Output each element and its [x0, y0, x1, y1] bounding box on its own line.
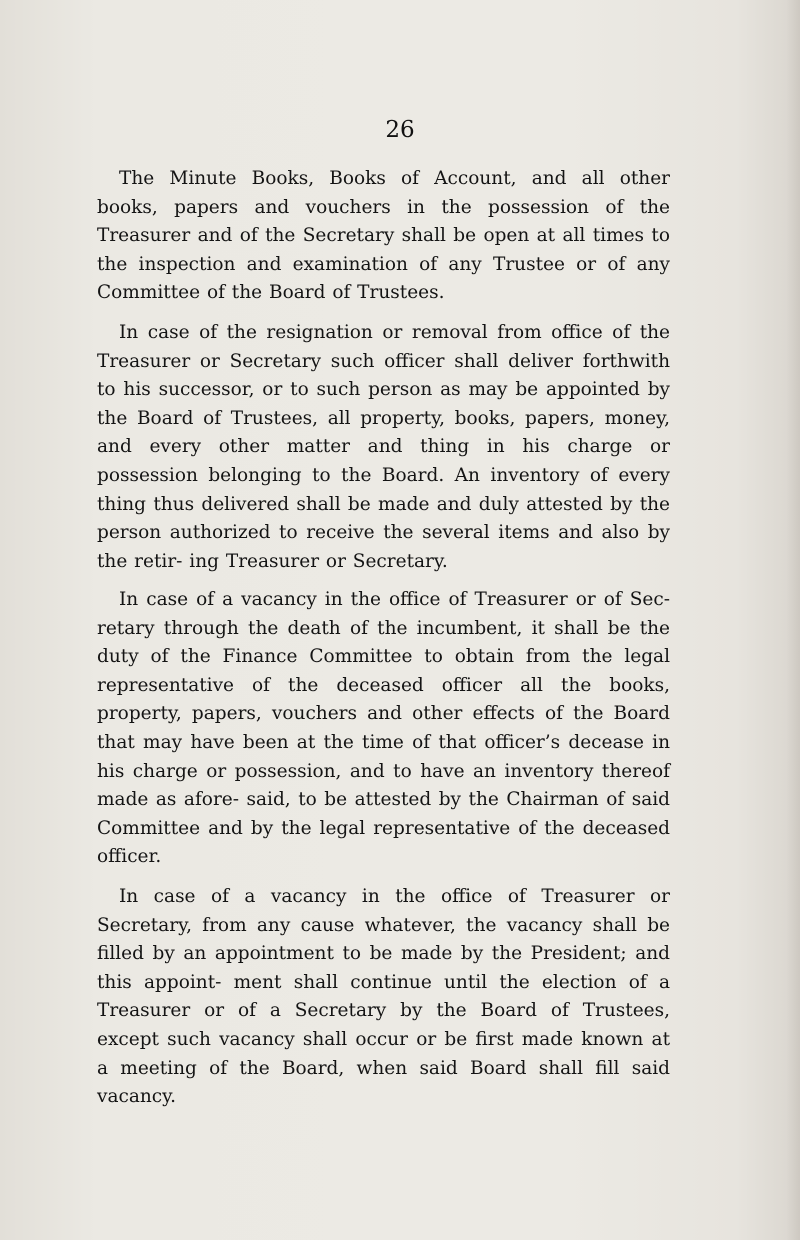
- page-edge-shadow: [786, 0, 800, 1240]
- paragraph-books-inspection: The Minute Books, Books of Account, and all other books, papers and vouchers in the possession of the Treasurer and of the Secretary shall be open at all times to the inspection and examination of any Trustee or of any Committee of the Board of Trustees.: [97, 168, 670, 304]
- paragraph-death-vacancy: In case of a vacancy in the office of Treasurer or of Sec- retary through the death of the incumbent, it shall be the duty of the Finance Committee to obtain from the legal representative of the deceased officer all the books, property, papers, vouchers and other effects of the Board that may have been at the time of that officer’s decease in his charge or possession, and to have an inventory thereof made as afore- said, to be attested by the Chairman of said Committee and by the legal representative of the deceased officer.: [97, 589, 670, 868]
- paragraph-resignation-removal: In case of the resignation or removal from office of the Treasurer or Secretary such officer shall deliver forthwith to his successor, or to such person as may be appointed by the Board of Trustees, all property, books, papers, money, and every other matter and thing in his charge or possession belonging to the Board. An inventory of every thing thus delivered shall be made and duly attested by the person authorized to receive the several items and also by the retir- ing Treasurer or Secretary.: [97, 322, 670, 572]
- page-number: 26: [385, 117, 415, 143]
- paragraph-general-vacancy: In case of a vacancy in the office of Treasurer or Secretary, from any cause whatever, the vacancy shall be filled by an appointment to be made by the President; and this appoint- ment shall continue until the election of a Treasurer or of a Secretary by the Board of Trustees, except such vacancy shall occur or be first made known at a meeting of the Board, when said Board shall fill said vacancy.: [97, 886, 670, 1108]
